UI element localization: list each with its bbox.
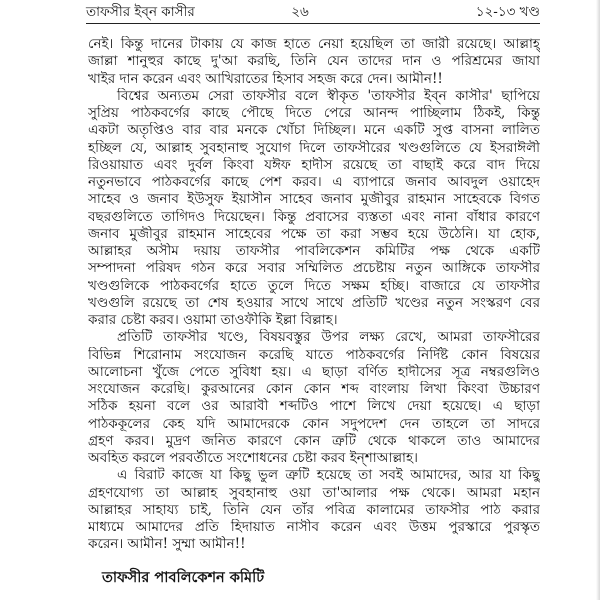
text-line: মাধ্যমে আমাদের প্রতি হিদায়াত নাসীব করেন এবং উত্তম পুরস্কারে পুরস্কৃত <box>88 519 540 535</box>
text-line: খাইর দান করেন এবং আখিরাতের হিসাব সহজ করে দেন। আমীন!! <box>88 70 443 87</box>
text-line: এ বিরাট কাজে যা কিছু ভুল ত্রুটি হয়েছে তা সবই আমাদের, আর যা কিছু <box>117 467 540 484</box>
text-line: হচ্ছিল যে, আল্লাহ সুবহানাহু সুযোগ দিলে তাফসীরের খণ্ডগুলিতে যে ইসরাঈলী <box>88 139 540 156</box>
paragraph <box>88 467 540 553</box>
text-line: করার চেষ্টা করব। ওয়ামা তাওফীকি ইল্লা বিল্লাহ। <box>88 312 338 328</box>
text-line: বিশ্বের অন্যতম সেরা তাফসীর বলে স্বীকৃত 'তাফসীর ইব্‌ন কাসীর' ছাপিয়ে <box>117 87 540 104</box>
text-line: নেই। কিন্তু দানের টাকায় যে কাজ হাতে নেয়া হয়েছিল তা জারী রয়েছে। আল্লাহ্ <box>88 36 540 52</box>
text-line: সুপ্রিয় পাঠকবর্গের কাছে পৌছে দিতে পেরে আনন্দ পাচ্ছিলাম ঠিকই, কিন্তু <box>88 105 540 121</box>
text-line: গ্রহণ করব। মুদ্রণ জনিত কারণে কোন ত্রুটি থেকে থাকলে তাও আমাদের <box>88 432 540 449</box>
text-line: সঠিক হয়না বলে ওর আরাবী শব্দটিও পাশে লিখে দেয়া হয়েছে। এ ছাড়া <box>88 398 540 415</box>
text-line: বছরগুলিতে তাগিদও দিয়েছেন। কিন্তু প্রবাসের ব্যস্ততা এবং নানা বাঁধার কারণে <box>88 208 540 225</box>
text-line: প্রতিটি তাফসীর খণ্ডে, বিষয়বস্তুর উপর লক্ষ্য রেখে, আমরা তাফসীরের <box>117 329 540 346</box>
text-line: খণ্ডগুলিকে পাঠকবর্গের হাতে তুলে দিতে সক্ষম হচ্ছি। বাজারে যে তাফসীর <box>88 277 540 294</box>
text-line: জাল্লা শানুহুর কাছে দু'আ করছি, তিনি যেন তাদের দান ও পরিশ্রমের জাযা <box>88 53 540 70</box>
text-line: সাহেব ও জনাব ইউসুফ ইয়াসীন সাহেব জনাব মুজীবুর রাহমান সাহেবকে বিগত <box>88 191 540 208</box>
text-line: আল্লাহর অসীম দয়ায় তাফসীর পাবলিকেশন কমিটির পক্ষ থেকে একটি <box>88 243 540 259</box>
text-line: পাঠককূলের কেহ যদি আমাদেরকে কোন সদুপদেশ দেন তাহলে তা সাদরে <box>88 415 540 432</box>
text-line: বিভিন্ন শিরোনাম সংযোজন করেছি যাতে পাঠকবর্গের নির্দিষ্ট কোন বিষয়ের <box>88 346 540 363</box>
text-line: সংযোজন করেছি। কুরআনের কোন কোন শব্দ বাংলায় লিখা কিংবা উচ্চারণ <box>88 381 540 397</box>
paragraph <box>88 329 540 467</box>
signature: তাফসীর পাবলিকেশন কমিটি <box>102 569 265 586</box>
text-line: সম্পাদনা পরিষদ গঠন করে সবার সম্মিলিত প্রচেষ্টায় নতুন আঙ্গিকে তাফসীর <box>88 260 540 277</box>
paragraph <box>88 88 540 330</box>
paragraph <box>88 36 540 88</box>
text-line: জনাব মুজীবুর রাহমান সাহেবের পক্ষে তা করা সম্ভব হয়ে উঠেনি। যা হোক, <box>88 225 540 242</box>
text-line: রিওয়ায়াত এবং দুর্বল কিংবা যঈফ হাদীস রয়েছে তা বাছাই করে বাদ দিয়ে <box>88 156 540 173</box>
body-text <box>88 36 540 554</box>
text-line: অবহিত করলে পরবর্তীতে সংশোধনের চেষ্টা করব ইন্‌শাআল্লাহ। <box>88 450 418 466</box>
text-line: একটা অতৃপ্তিও বার বার মনকে খোঁচা দিচ্ছিল। মনে একটি সুপ্ত বাসনা লালিত <box>88 122 540 139</box>
scan-edge-shading <box>596 0 600 600</box>
text-line: আলোচনা খুঁজে পেতে সুবিধা হয়। এ ছাড়া বর্ণিত হাদীসের সূত্র নম্বরগুলিও <box>88 363 540 380</box>
header-rule <box>86 23 540 24</box>
text-line: নতুনভাবে পাঠকবর্গের কাছে পেশ করব। এ ব্যাপারে জনাব আবদুল ওয়াহেদ <box>88 174 540 190</box>
page-number: ২৬ <box>291 4 309 20</box>
text-line: গ্রহণযোগ্য তা আল্লাহ সুবহানাহু ওয়া তা'আলার পক্ষ থেকে। আমরা মহান <box>88 484 540 501</box>
text-line: করেন। আমীন! সুম্মা আমীন!! <box>88 536 246 553</box>
text-line: খণ্ডগুলি রয়েছে তা শেষ হওয়ার সাথে সাথে প্রতিটি খণ্ডের নতুন সংস্করণ বের <box>88 294 540 311</box>
text-line: আল্লাহর সাহায্য চাই, তিনি যেন তাঁর পবিত্র কালামের তাফসীর পাঠ করার <box>88 501 540 518</box>
running-title: তাফসীর ইব্‌ন কাসীর <box>86 4 195 20</box>
volume-label: ১২-১৩ খণ্ড <box>475 4 540 20</box>
